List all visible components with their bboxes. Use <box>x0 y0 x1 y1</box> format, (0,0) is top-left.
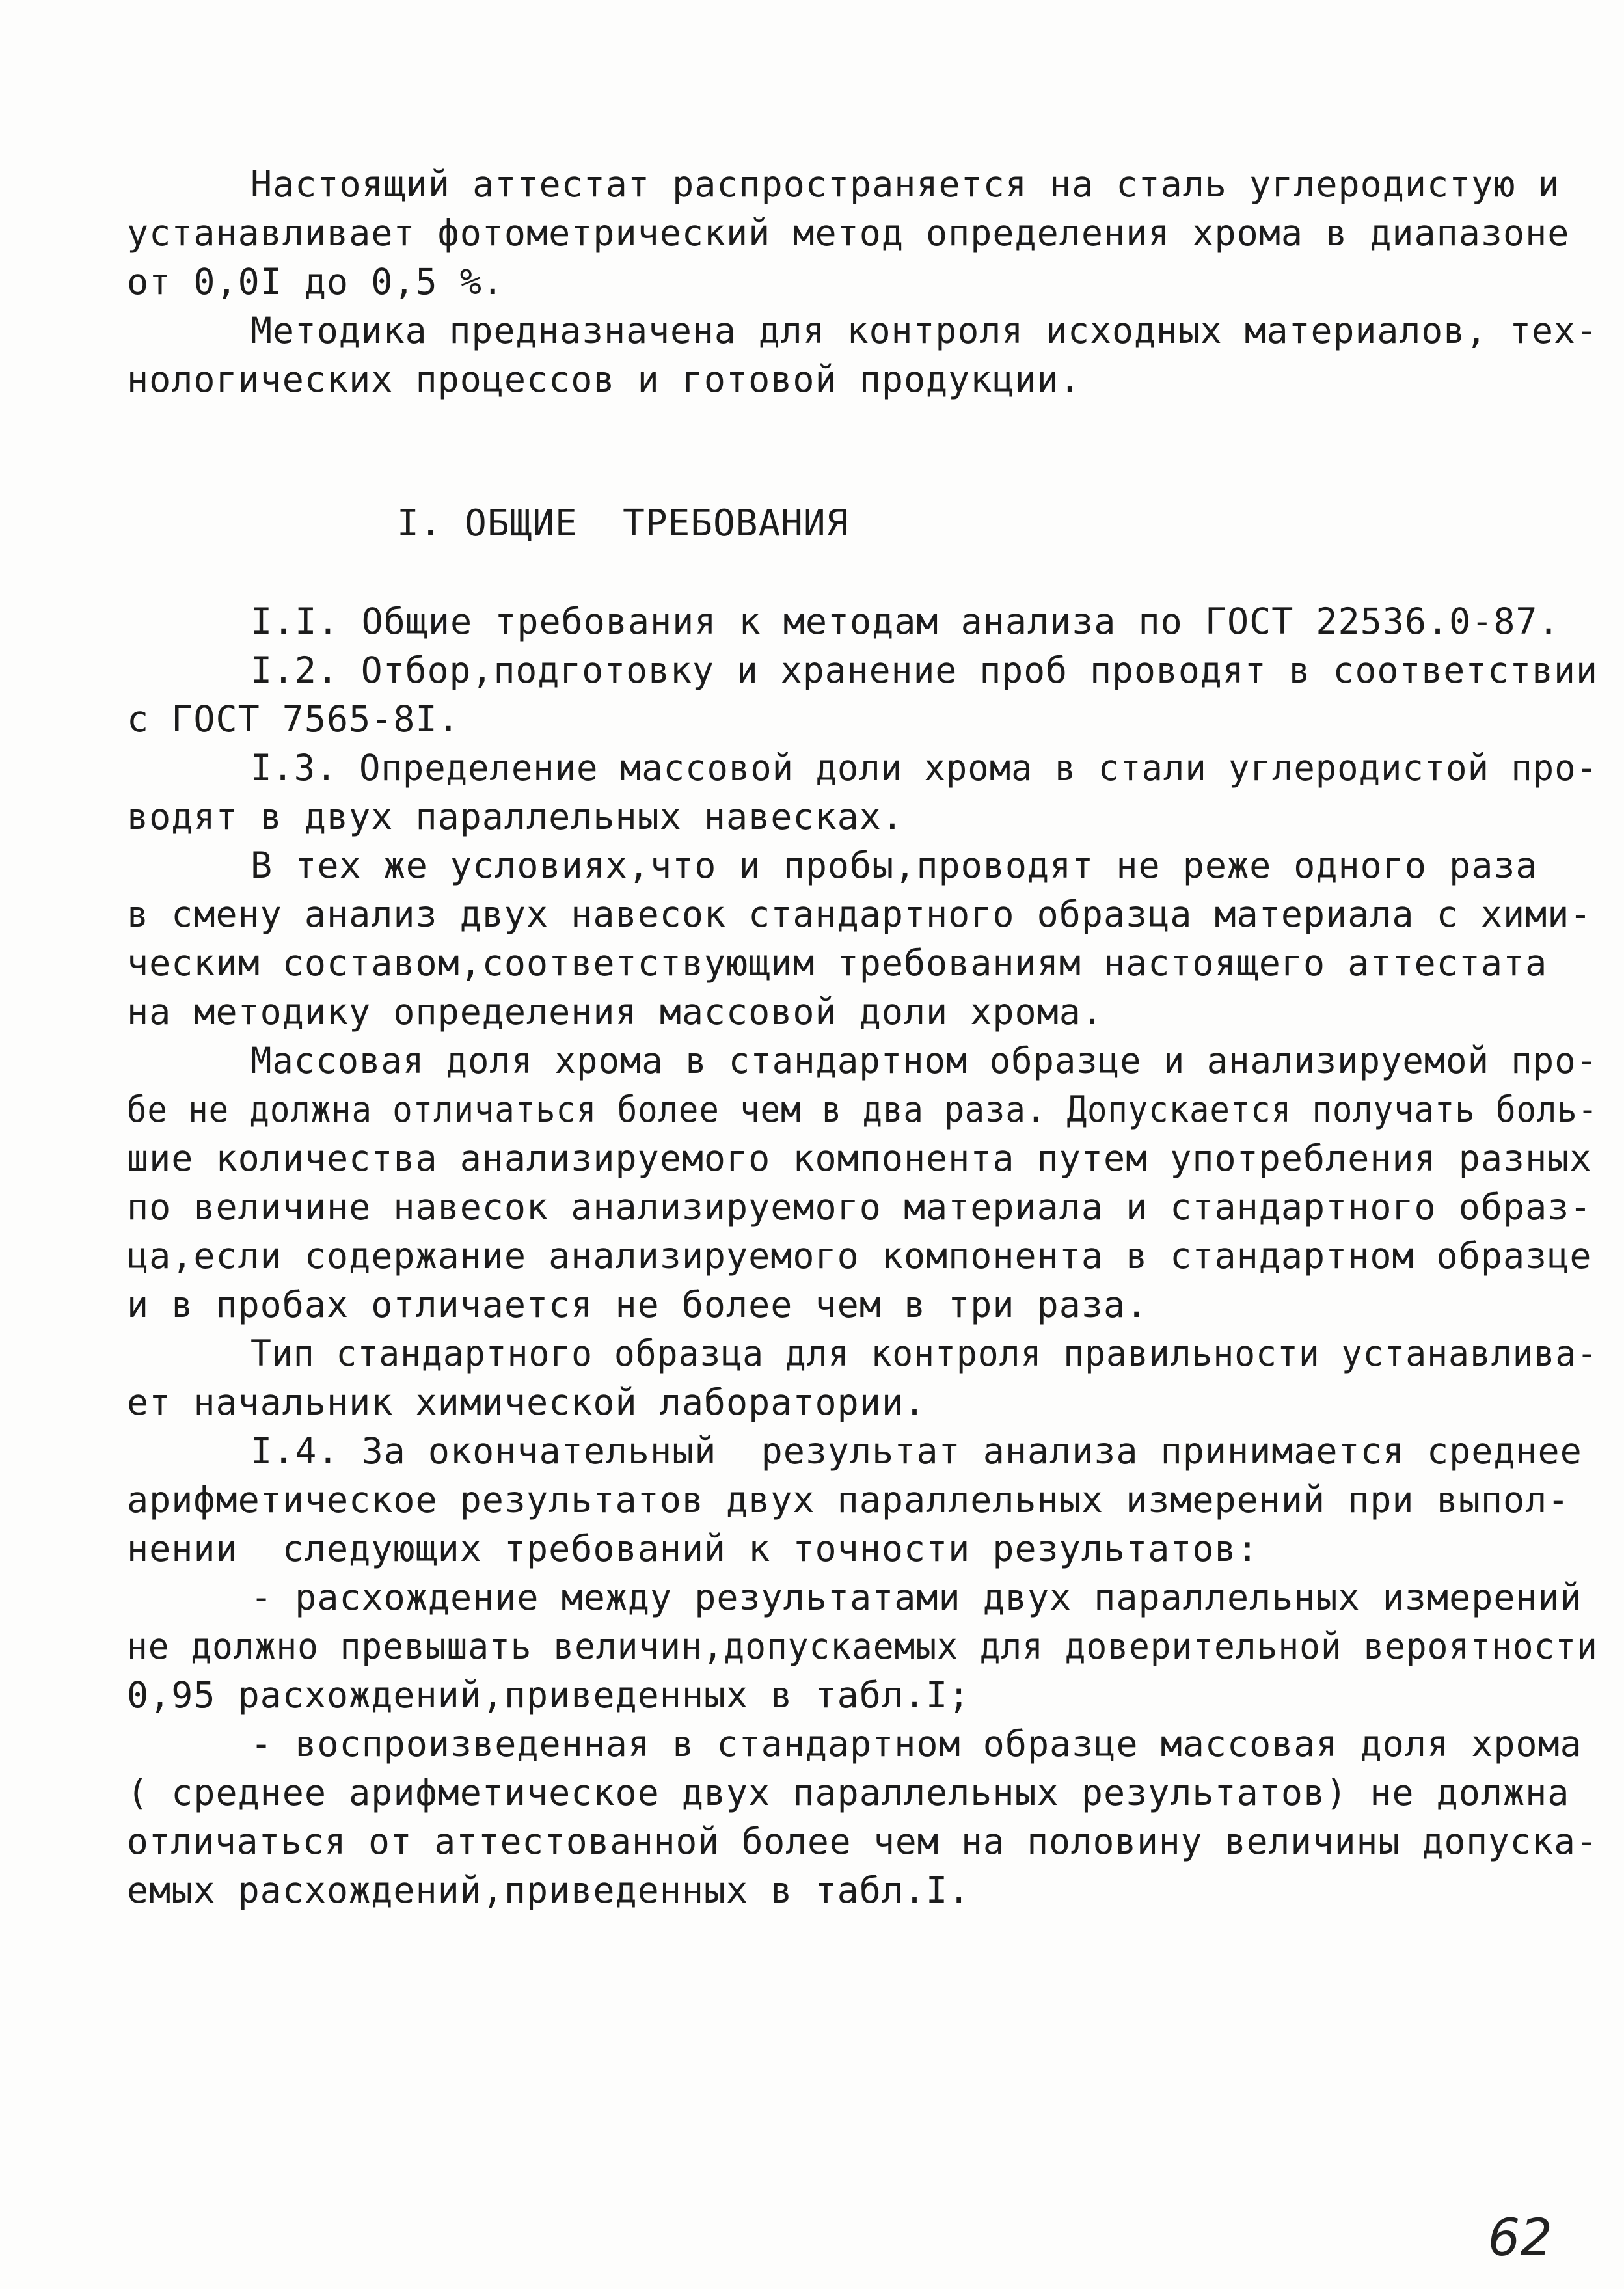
intro-line: от 0,0I до 0,5 %. <box>127 261 504 303</box>
body-line: по величине навесок анализируемого материала и стандартного образ- <box>127 1186 1592 1228</box>
body-line: и в пробах отличается не более чем в три раза. <box>127 1284 1148 1325</box>
body-line: В тех же условиях,что и пробы,проводят не реже одного раза <box>250 845 1538 886</box>
body-line: - расхождение между результатами двух параллельных измерений <box>250 1577 1582 1618</box>
body-line: арифметическое результатов двух параллельных измерений при выпол- <box>127 1479 1570 1521</box>
intro-line: нологических процессов и готовой продукции. <box>127 359 1081 400</box>
body-line: водят в двух параллельных навесках. <box>127 796 904 837</box>
body-line: ческим составом,соответствующим требованиям настоящего аттестата <box>127 942 1548 984</box>
body-line: - воспроизведенная в стандартном образце массовая доля хрома <box>250 1723 1582 1765</box>
body-line: I.3. Определение массовой доли хрома в стали углеродистой про- <box>250 747 1599 789</box>
body-line: I.I. Общие требования к методам анализа по ГОСТ 22536.0-87. <box>250 601 1560 642</box>
body-line: на методику определения массовой доли хрома. <box>127 991 1103 1033</box>
body-line: 0,95 расхождений,приведенных в табл.I; <box>127 1674 971 1716</box>
body-line: с ГОСТ 7565-8I. <box>127 698 460 740</box>
body-line: ца,если содержание анализируемого компонента в стандартном образце <box>127 1235 1592 1277</box>
body-line: шие количества анализируемого компонента путем употребления разных <box>127 1137 1592 1179</box>
page-number: 62 <box>1487 2209 1552 2268</box>
body-line: ( среднее арифметическое двух параллельных результатов) не должна <box>127 1772 1570 1813</box>
intro-line: Настоящий аттестат распространяется на сталь углеродистую и <box>250 163 1560 205</box>
body-line: бе не должна отличаться более чем в два раза. Допускается получать боль- <box>127 1089 1599 1130</box>
body-line: нении следующих требований к точности результатов: <box>127 1528 1259 1569</box>
body-line: ет начальник химической лаборатории. <box>127 1381 927 1423</box>
body-line: I.2. Отбор,подготовку и хранение проб проводят в соответствии <box>250 649 1598 691</box>
body-line: I.4. За окончательный результат анализа принимается среднее <box>250 1430 1582 1472</box>
body-line: емых расхождений,приведенных в табл.I. <box>127 1869 971 1911</box>
section-heading: I. ОБЩИЕ ТРЕБОВАНИЯ <box>397 502 849 545</box>
body-line: в смену анализ двух навесок стандартного образца материала с хими- <box>127 893 1592 935</box>
body-line: не должно превышать величин,допускаемых для доверительной вероятности <box>127 1625 1598 1667</box>
body-line: Тип стандартного образца для контроля правильности устанавлива- <box>250 1333 1599 1374</box>
intro-line: устанавливает фотометрический метод определения хрома в диапазоне <box>127 212 1570 254</box>
body-line: отличаться от аттестованной более чем на половину величины допуска- <box>127 1821 1598 1862</box>
body-line: Массовая доля хрома в стандартном образце и анализируемой про- <box>250 1040 1599 1081</box>
intro-line: Методика предназначена для контроля исходных материалов, тех- <box>250 310 1598 351</box>
